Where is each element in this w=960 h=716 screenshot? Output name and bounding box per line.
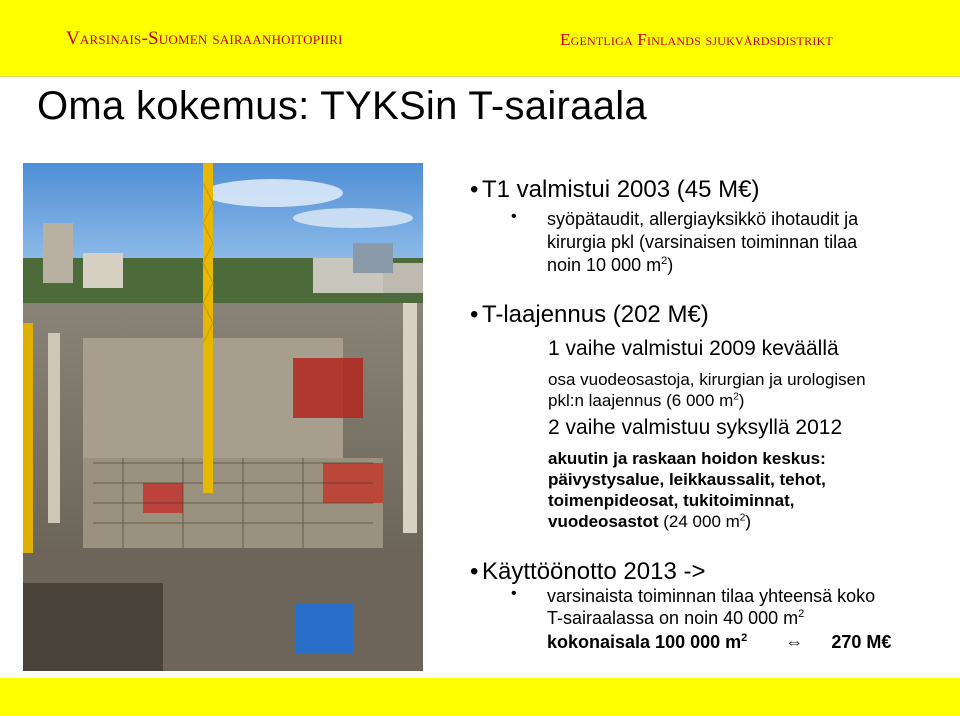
phase2-heading: 2 vaihe valmistuu syksyllä 2012 (548, 416, 843, 439)
bullet-t1-text: T1 valmistui 2003 (45 M€) (482, 176, 760, 203)
construction-site-photo (23, 163, 423, 671)
phase1-detail-line2: pkl:n laajennus (6 000 $m^2$) (548, 391, 745, 410)
bullet-t1-detail: • syöpätaudit, allergiayksikkö ihotaudit ja (511, 208, 859, 229)
total-area-line: kokonaisala 100 000 $m^2$ ⇔ 270 M€ (547, 632, 892, 652)
bullet-t1-detail-line3: noin 10 000 $m^2$) (547, 255, 674, 275)
phase1-heading: 1 vaihe valmistui 2009 keväällä (548, 337, 839, 360)
bottom-banner (0, 678, 960, 716)
commissioning-detail-line1: • varsinaista toiminnan tilaa yhteensä koko (511, 585, 876, 606)
bullet-commissioning: • Käyttöönotto 2013 -> (470, 558, 706, 585)
double-arrow-icon: ⇔ (785, 632, 804, 652)
bullet-t1: • T1 valmistui 2003 (45 M€) (470, 176, 760, 203)
sub-bullet-dot: • (511, 585, 517, 602)
bullet-t-extension: • T-laajennus (202 M€) (470, 301, 709, 328)
phase2-detail-line3: toimenpideosat, tukitoiminnat, (548, 491, 795, 510)
bullet-commissioning-text: Käyttöönotto 2013 -> (482, 558, 706, 585)
left-organization-name: Varsinais-Suomen sairaanhoitopiiri (66, 28, 343, 49)
commissioning-detail-line2: T-sairaalassa on noin 40 000 $m^2$ (547, 608, 805, 628)
bullet-t-extension-text: T-laajennus (202 M€) (482, 301, 709, 328)
phase2-detail-line1: akuutin ja raskaan hoidon keskus: (548, 449, 826, 468)
bullet-t1-detail-line2: kirurgia pkl (varsinaisen toiminnan tilaa (547, 232, 858, 252)
header-divider (0, 76, 960, 77)
slide-title: Oma kokemus: TYKSin T-sairaala (37, 84, 647, 128)
right-organization-name: Egentliga Finlands sjukvårdsdistrikt (560, 30, 833, 49)
phase1-detail-line1: osa vuodeosastoja, kirurgian ja urologisen (548, 370, 866, 389)
sub-bullet-dot: • (511, 208, 517, 225)
phase2-detail-line2: päivystysalue, leikkaussalit, tehot, (548, 470, 826, 489)
phase2-detail-line4: vuodeosastot (24 000 $m^2$) (548, 512, 752, 531)
